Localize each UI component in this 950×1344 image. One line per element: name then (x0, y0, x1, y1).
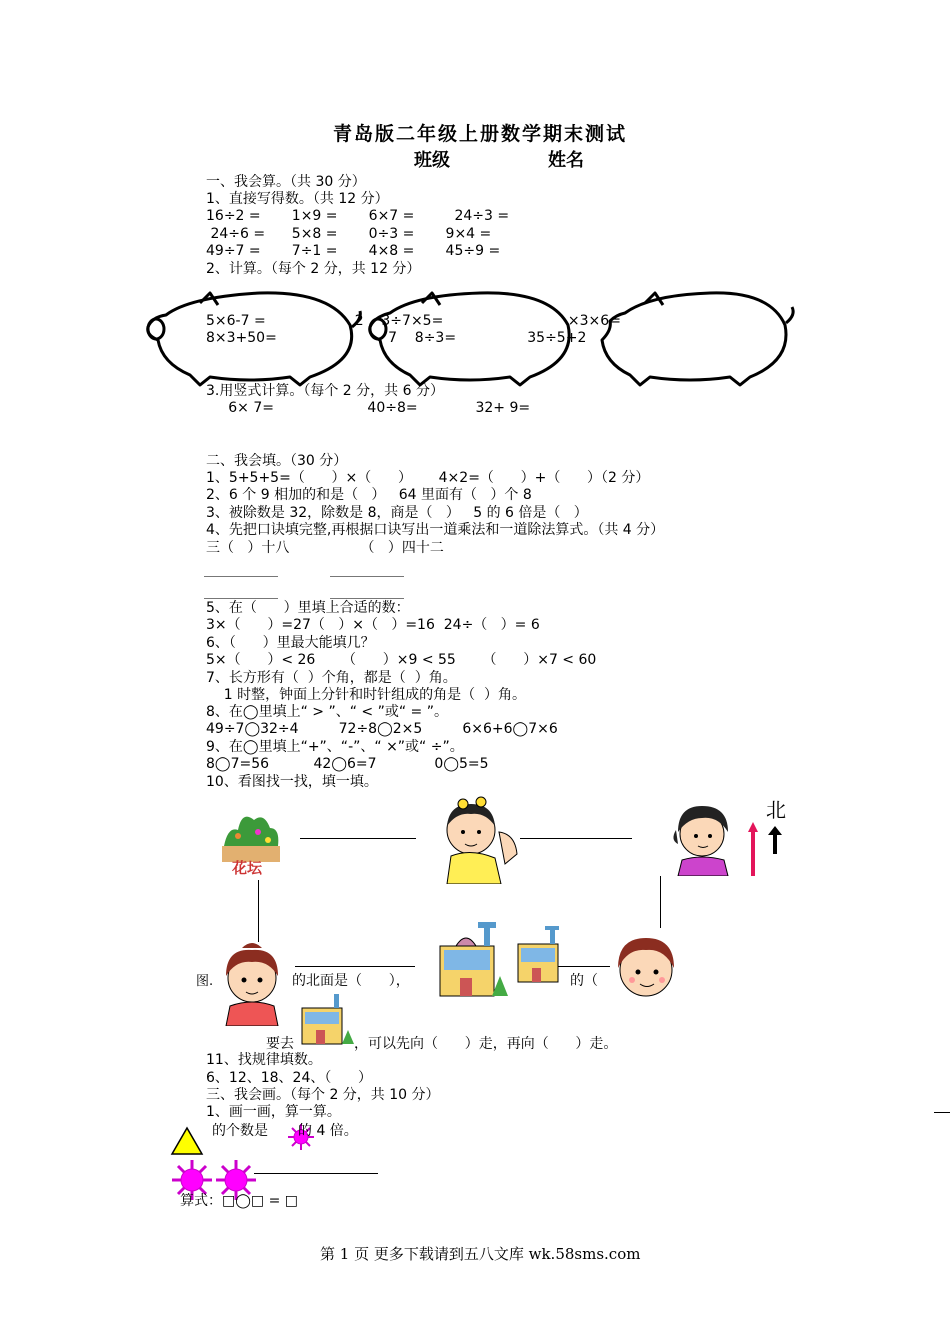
girl-west-image (214, 936, 290, 1026)
answer-line (330, 576, 404, 577)
q2-4-rhyme: 三（ ）十八 （ ）四十二 (206, 540, 444, 556)
page-title: 青岛版二年级上册数学期末测试 (333, 123, 628, 145)
north-arrow-icon (768, 826, 782, 854)
girl-north-image (666, 796, 746, 876)
q10-b-end: ，可以先向（ ）走，再向（ ）走。 (354, 1036, 618, 1052)
margin-mark (934, 1112, 950, 1113)
section-1-heading: 一、我会算。（共 30 分） (206, 174, 366, 190)
north-arrow-red (748, 822, 758, 876)
answer-line (204, 576, 278, 577)
q2-9-row: 8◯7=56 42◯6=7 0◯5=5 (206, 756, 489, 772)
section-3-heading: 三、我会画。（每个 2 分，共 10 分） (206, 1087, 440, 1103)
name-label: 姓名 (548, 150, 584, 171)
q2-2: 2、6 个 9 相加的和是（ ） 64 里面有（ ）个 8 (206, 487, 532, 503)
q3-1-formula: 算式：□◯□ = □ (180, 1193, 298, 1209)
north-label: 北 (766, 798, 786, 822)
answer-line (204, 598, 278, 599)
q2-4: 4、先把口诀填完整,再根据口诀写出一道乘法和一道除法算式。（共 4 分） (206, 522, 665, 538)
q2-3: 3、被除数是 32，除数是 8，商是（ ） 5 的 6 倍是（ ） (206, 505, 588, 521)
q2-6-row: 5×（ ）< 26 （ ）×9 < 55 （ ）×7 < 60 (206, 652, 597, 668)
girl-south-image (602, 926, 688, 1010)
q2-7: 7、长方形有（ ）个角，都是（ ）角。 (206, 670, 457, 686)
flowerbed-label: 花坛 (232, 859, 263, 877)
q1-1-row3: 49÷7 = 7÷1 = 4×8 = 45÷9 = (206, 243, 501, 259)
map-path (300, 838, 416, 839)
q10-a-end: 的（ (570, 973, 598, 989)
q2-9: 9、在◯里填上“+”、“-”、“ ×”或“ ÷”。 (206, 739, 464, 755)
section-2-heading: 二、我会填。（30 分） (206, 453, 348, 469)
building-small-image (296, 994, 354, 1048)
q2-8-row: 49÷7◯32÷4 72÷8◯2×5 6×6+6◯7×6 (206, 721, 558, 737)
answer-line (330, 598, 404, 599)
q2-10: 10、看图找一找，填一填。 (206, 774, 378, 790)
q2-8: 8、在◯里填上“ > ”、“ < ”或“ = ”。 (206, 704, 448, 720)
q10-b-start: 要去 (266, 1036, 294, 1052)
q2-5-row: 3×（ ）=27（ ）×（ ）=16 24÷（ ）= 6 (206, 617, 540, 633)
q1-2-row2: 8×3+50= 7 8÷3= 35÷5+2 (206, 330, 587, 346)
q3-1-times-b: 的 4 倍。 (298, 1123, 358, 1139)
q1-3-heading: 3.用竖式计算。（每个 2 分，共 6 分） (206, 383, 444, 399)
map-path (295, 966, 415, 967)
building-image (430, 920, 510, 1002)
q2-7-b: 1 时整，钟面上分针和时针组成的角是（ ）角。 (206, 687, 527, 703)
q1-1-row2: 24÷6 = 5×8 = 0÷3 = 9×4 = (206, 226, 492, 242)
map-path (258, 880, 259, 942)
q3-1-times-a: 的个数是 (212, 1123, 268, 1139)
drawing-line (254, 1173, 378, 1174)
class-label: 班级 (414, 150, 450, 171)
q2-5: 5、在（ ）里填上合适的数： (206, 600, 410, 616)
page-footer: 第 1 页 更多下载请到五八文库 wk.58sms.com (320, 1245, 641, 1263)
q1-3-row: 6× 7= 40÷8= 32+ 9= (206, 400, 531, 416)
q2-6: 6、（ ）里最大能填几？ (206, 635, 375, 651)
q10-a-start: 图. (196, 974, 214, 989)
map-path (520, 838, 632, 839)
q10-a-middle: 的北面是（ ）， (292, 973, 410, 989)
q1-1-row1: 16÷2 = 1×9 = 6×7 = 24÷3 = (206, 208, 510, 224)
q1-2-heading: 2、计算。（每个 2 分，共 12 分） (206, 261, 421, 277)
q1-1-heading: 1、直接写得数。（共 12 分） (206, 191, 389, 207)
building-image (512, 926, 568, 986)
q1-2-row1: 5×6-7 = 2 3÷7×5= ×3×6= (206, 313, 621, 329)
triangle-icon (170, 1126, 204, 1156)
q2-11: 11、找规律填数。 (206, 1052, 322, 1068)
q2-11-row: 6、12、18、24、（ ） (206, 1070, 373, 1086)
girl-reading-image (425, 794, 520, 884)
map-path (660, 876, 661, 928)
q3-1: 1、画一画，算一算。 (206, 1104, 341, 1120)
q2-1: 1、5+5+5=（ ）×（ ） 4×2=（ ）+（ ）（2 分） (206, 470, 650, 486)
